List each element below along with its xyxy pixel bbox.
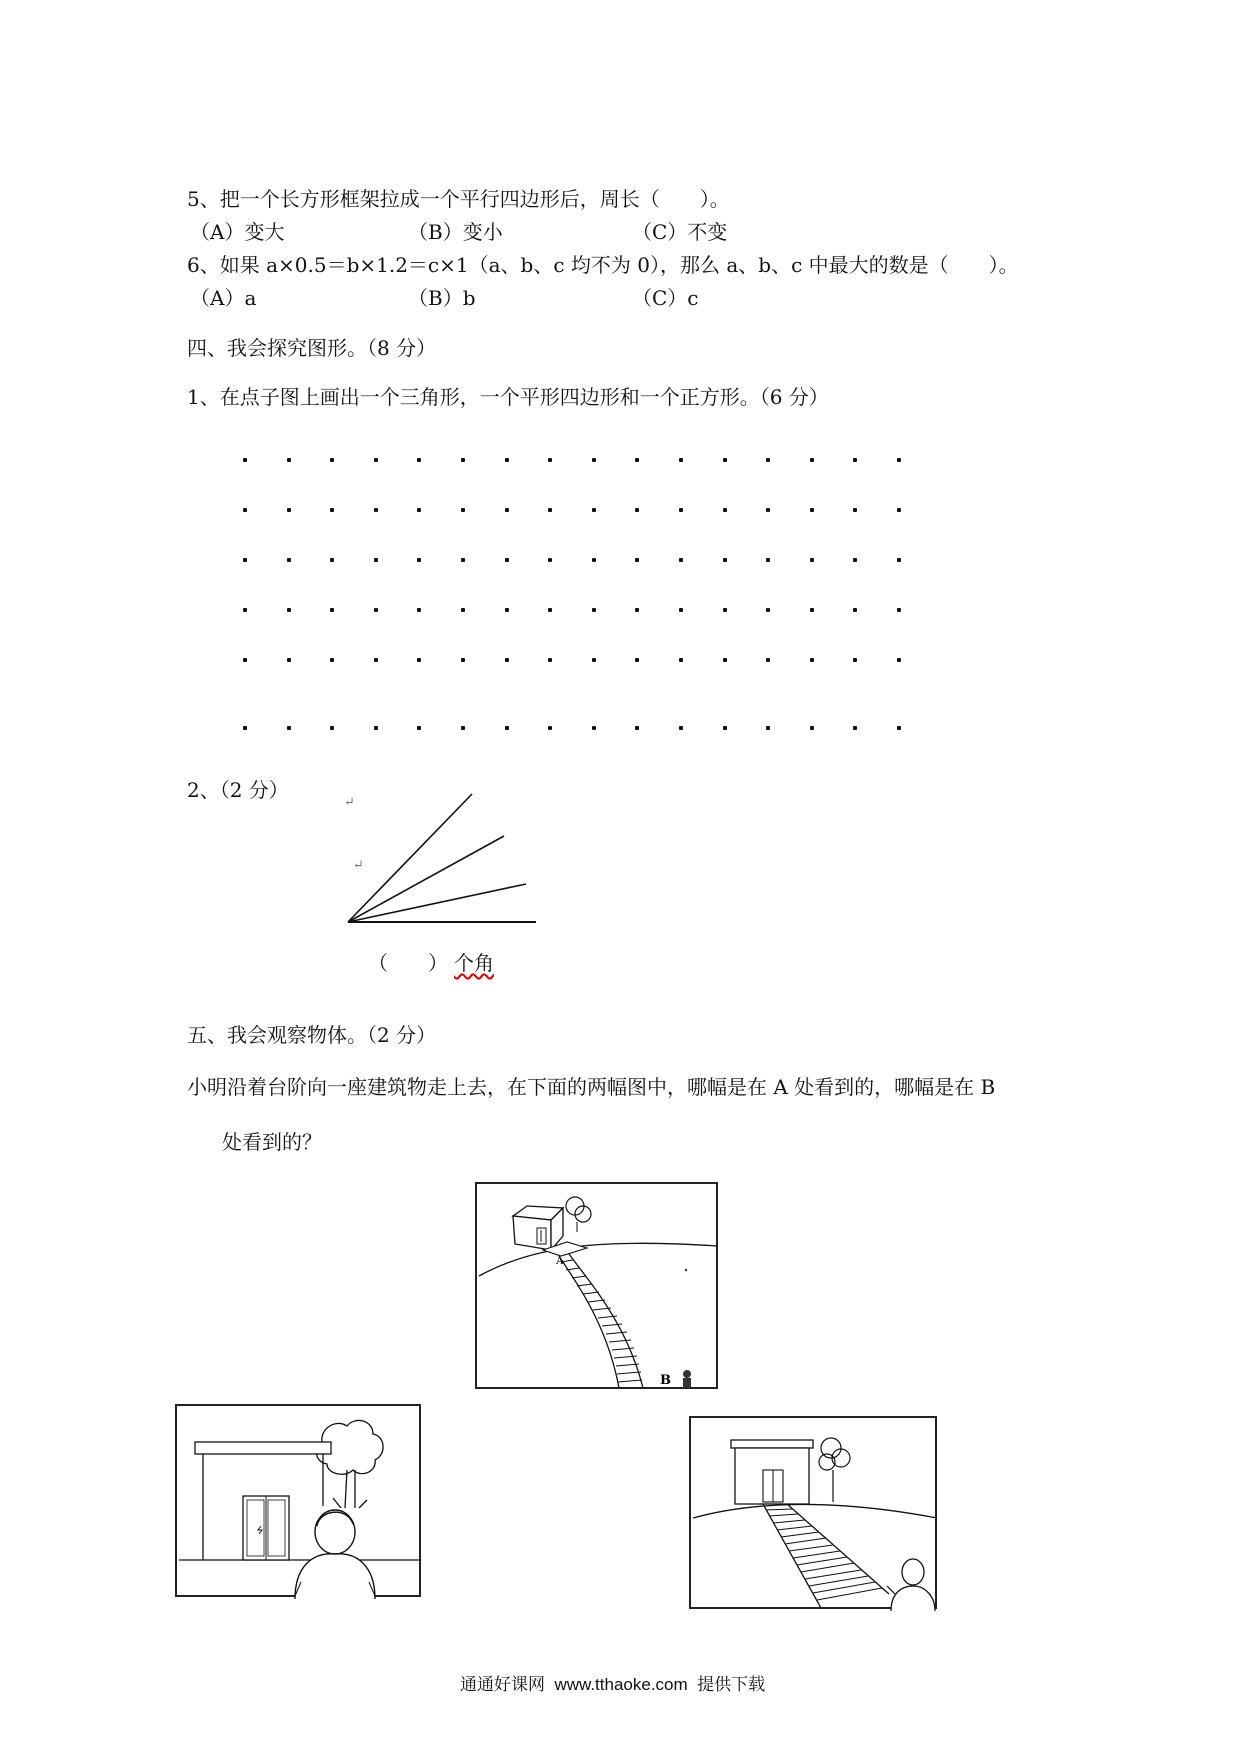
grid-dot: [243, 608, 247, 612]
grid-dot: [679, 726, 683, 730]
building-icon: [195, 1442, 331, 1560]
grid-dot: [461, 726, 465, 730]
grid-dot: [330, 458, 334, 462]
grid-dot: [635, 458, 639, 462]
angle-answer-blank: （ ）: [368, 951, 448, 975]
section-5-question-line-1: 小明沿着台阶向一座建筑物走上去，在下面的两幅图中，哪幅是在 A 处看到的，哪幅是在 B: [187, 1075, 996, 1099]
grid-dot: [766, 558, 770, 562]
grid-dot: [461, 458, 465, 462]
grid-dot: [810, 726, 814, 730]
grid-dot: [330, 726, 334, 730]
person-side-view-icon: [887, 1559, 935, 1611]
grid-dot: [461, 608, 465, 612]
question-5-option-a: （A）变大: [190, 220, 285, 244]
grid-dot: [897, 558, 901, 562]
grid-dot: [505, 558, 509, 562]
tree-icon: [566, 1197, 591, 1232]
grid-dot: [723, 608, 727, 612]
grid-dot: [287, 458, 291, 462]
footer-text: 通通好课网 www.tthaoke.com 提供下载: [460, 1675, 766, 1694]
grid-dot: [853, 508, 857, 512]
hill-outline: [479, 1243, 717, 1276]
grid-dot: [374, 558, 378, 562]
grid-dot: [374, 508, 378, 512]
grid-dot: [461, 508, 465, 512]
grid-dot: [374, 726, 378, 730]
building-icon: [513, 1206, 563, 1250]
grid-dot: [766, 508, 770, 512]
view-far-drawing: [691, 1418, 939, 1611]
grid-dot: [548, 508, 552, 512]
grid-dot: [723, 558, 727, 562]
dot-mark: [685, 1269, 687, 1271]
grid-dot: [810, 508, 814, 512]
grid-dot: [766, 726, 770, 730]
grid-dot: [548, 558, 552, 562]
grid-dot: [853, 458, 857, 462]
angle-figure: [340, 780, 550, 930]
grid-dot: [853, 726, 857, 730]
question-6-option-c: （C）c: [632, 286, 699, 310]
grid-dot: [374, 658, 378, 662]
grid-dot: [505, 458, 509, 462]
grid-dot: [374, 458, 378, 462]
angle-answer-suffix: 个角: [454, 951, 494, 975]
view-far-picture: [689, 1416, 937, 1609]
grid-dot: [461, 558, 465, 562]
grid-dot: [287, 508, 291, 512]
grid-dot: [417, 726, 421, 730]
building-icon: [731, 1440, 813, 1504]
grid-dot: [548, 658, 552, 662]
grid-dot: [461, 658, 465, 662]
grid-dot: [810, 558, 814, 562]
question-6-option-b: （B）b: [408, 286, 476, 310]
grid-dot: [810, 608, 814, 612]
grid-dot: [679, 658, 683, 662]
grid-dot: [679, 558, 683, 562]
question-6-stem: 6、如果 a×0.5＝b×1.2＝c×1（a、b、c 均不为 0），那么 a、b、c 中最大的数是（ ）。: [187, 253, 1019, 277]
grid-dot: [287, 608, 291, 612]
grid-dot: [723, 658, 727, 662]
grid-dot: [635, 558, 639, 562]
grid-dot: [635, 608, 639, 612]
grid-dot: [243, 658, 247, 662]
grid-dot: [897, 608, 901, 612]
grid-dot: [592, 508, 596, 512]
grid-dot: [723, 508, 727, 512]
grid-dot: [592, 608, 596, 612]
grid-dot: [417, 458, 421, 462]
section-4-question-1: 1、在点子图上画出一个三角形，一个平形四边形和一个正方形。（6 分）: [187, 385, 829, 409]
grid-dot: [635, 726, 639, 730]
question-5-option-c: （C）不变: [632, 220, 728, 244]
staircase-overview-picture: [475, 1182, 718, 1389]
grid-dot: [505, 608, 509, 612]
section-5-title: 五、我会观察物体。（2 分）: [187, 1023, 437, 1047]
grid-dot: [723, 458, 727, 462]
view-close-picture: [175, 1404, 421, 1597]
grid-dot: [897, 658, 901, 662]
grid-dot: [679, 458, 683, 462]
grid-dot: [679, 608, 683, 612]
grid-dot: [897, 508, 901, 512]
grid-dot: [417, 558, 421, 562]
person-back-view-icon: [295, 1510, 375, 1599]
question-6-option-a: （A）a: [190, 286, 257, 310]
label-a: A: [556, 1256, 564, 1267]
grid-dot: [505, 508, 509, 512]
grid-dot: [766, 458, 770, 462]
grid-dot: [417, 658, 421, 662]
grid-dot: [417, 508, 421, 512]
question-5-stem: 5、把一个长方形框架拉成一个平行四边形后，周长（ ）。: [187, 187, 730, 211]
grid-dot: [374, 608, 378, 612]
grid-dot: [243, 508, 247, 512]
section-4-title: 四、我会探究图形。（8 分）: [187, 336, 437, 360]
grid-dot: [592, 658, 596, 662]
grid-dot: [287, 726, 291, 730]
tree-icon: [317, 1420, 383, 1508]
grid-dot: [679, 508, 683, 512]
grid-dot: [897, 726, 901, 730]
section-4-question-2-label: 2、（2 分）: [187, 778, 289, 802]
section-5-question-line-2: 处看到的？: [222, 1130, 322, 1154]
grid-dot: [330, 608, 334, 612]
question-5-option-b: （B）变小: [408, 220, 503, 244]
grid-dot: [810, 458, 814, 462]
grid-dot: [505, 658, 509, 662]
grid-dot: [548, 608, 552, 612]
grid-dot: [243, 726, 247, 730]
grid-dot: [548, 726, 552, 730]
person-figure-icon: [683, 1370, 691, 1388]
grid-dot: [810, 658, 814, 662]
angle-ray-2: [348, 836, 504, 922]
grid-dot: [592, 558, 596, 562]
grid-dot: [723, 726, 727, 730]
grid-dot: [243, 558, 247, 562]
grid-dot: [505, 726, 509, 730]
grid-dot: [592, 726, 596, 730]
grid-dot: [897, 458, 901, 462]
grid-dot: [853, 608, 857, 612]
grid-dot: [330, 508, 334, 512]
view-close-drawing: [177, 1406, 423, 1599]
grid-dot: [592, 458, 596, 462]
staircase-icon: [559, 1254, 643, 1388]
staircase-icon: [763, 1504, 889, 1608]
grid-dot: [287, 558, 291, 562]
grid-dot: [635, 508, 639, 512]
grid-dot: [330, 658, 334, 662]
grid-dot: [853, 658, 857, 662]
grid-dot: [287, 658, 291, 662]
angle-ray-1: [348, 794, 472, 922]
return-mark-2: ↵: [353, 858, 364, 873]
angle-ray-3: [348, 884, 526, 922]
grid-dot: [635, 658, 639, 662]
grid-dot: [243, 458, 247, 462]
hill-outline: [693, 1504, 937, 1518]
grid-dot: [330, 558, 334, 562]
grid-dot: [766, 658, 770, 662]
grid-dot: [417, 608, 421, 612]
return-mark-1: ↵: [344, 795, 355, 810]
grid-dot: [853, 558, 857, 562]
grid-dot: [548, 458, 552, 462]
staircase-overview-drawing: [477, 1184, 720, 1391]
label-b: B: [660, 1373, 671, 1388]
grid-dot: [766, 608, 770, 612]
tree-icon: [819, 1438, 850, 1502]
